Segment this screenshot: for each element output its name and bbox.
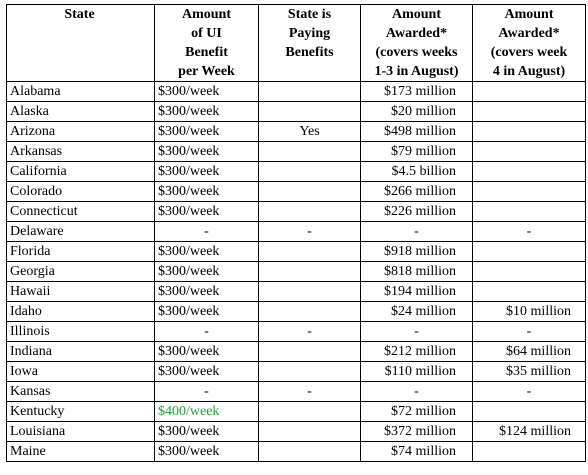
cell-state: Louisiana	[7, 422, 155, 442]
cell-award-weeks-1-3: -	[361, 222, 473, 242]
cell-award-weeks-1-3: $498 million	[361, 122, 473, 142]
header-line: State is	[287, 7, 332, 22]
cell-benefit: -	[155, 322, 259, 342]
cell-award-weeks-1-3: $918 million	[361, 242, 473, 262]
cell-award-weeks-1-3: $24 million	[361, 302, 473, 322]
cell-award-week-4: $64 million	[473, 342, 586, 362]
cell-benefit: $300/week	[155, 422, 259, 442]
cell-award-weeks-1-3: $212 million	[361, 342, 473, 362]
cell-paying	[259, 102, 361, 122]
table-row	[7, 222, 586, 242]
cell-state: Kentucky	[7, 402, 155, 422]
table-row	[7, 362, 586, 382]
cell-award-weeks-1-3: $266 million	[361, 182, 473, 202]
header-line: Amount	[391, 7, 441, 22]
cell-benefit: $300/week	[155, 442, 259, 462]
cell-state: Hawaii	[7, 282, 155, 302]
cell-paying	[259, 242, 361, 262]
cell-benefit: $300/week	[155, 102, 259, 122]
header-row	[7, 5, 586, 82]
cell-state: California	[7, 162, 155, 182]
cell-award-week-4: $35 million	[473, 362, 586, 382]
cell-state: Connecticut	[7, 202, 155, 222]
cell-paying	[259, 82, 361, 102]
cell-award-week-4	[473, 142, 586, 162]
cell-award-week-4	[473, 102, 586, 122]
cell-award-week-4	[473, 162, 586, 182]
header-line: 4 in August)	[492, 64, 566, 79]
cell-benefit: $300/week	[155, 162, 259, 182]
cell-state: Georgia	[7, 262, 155, 282]
table-row	[7, 242, 586, 262]
cell-award-weeks-1-3: $4.5 billion	[361, 162, 473, 182]
table-row	[7, 102, 586, 122]
header-line: Awarded*	[385, 26, 448, 41]
header-state	[7, 5, 155, 82]
header-line: Awarded*	[498, 26, 560, 41]
cell-award-week-4: -	[473, 322, 586, 342]
cell-award-week-4	[473, 202, 586, 222]
table-row	[7, 442, 586, 462]
table-row	[7, 122, 586, 142]
ui-benefits-table-container	[6, 4, 586, 462]
table-row	[7, 82, 586, 102]
cell-award-weeks-1-3: $72 million	[361, 402, 473, 422]
cell-award-weeks-1-3: $20 million	[361, 102, 473, 122]
cell-paying	[259, 442, 361, 462]
table-row	[7, 322, 586, 342]
cell-paying: Yes	[259, 122, 361, 142]
cell-paying	[259, 422, 361, 442]
cell-state: Illinois	[7, 322, 155, 342]
cell-benefit: -	[155, 382, 259, 402]
cell-benefit: $300/week	[155, 122, 259, 142]
cell-paying: -	[259, 322, 361, 342]
cell-award-week-4	[473, 282, 586, 302]
cell-state: Florida	[7, 242, 155, 262]
cell-benefit: $300/week	[155, 182, 259, 202]
table-row	[7, 402, 586, 422]
cell-paying	[259, 342, 361, 362]
header-award-weeks-1-3	[361, 5, 473, 82]
table-row	[7, 422, 586, 442]
cell-benefit: $300/week	[155, 342, 259, 362]
cell-award-weeks-1-3: $818 million	[361, 262, 473, 282]
header-line: 1-3 in August)	[374, 64, 459, 79]
header-line: (covers week	[490, 45, 568, 60]
cell-award-week-4: $10 million	[473, 302, 586, 322]
cell-benefit: $400/week	[155, 402, 259, 422]
table-row	[7, 382, 586, 402]
cell-paying	[259, 182, 361, 202]
cell-award-weeks-1-3: $194 million	[361, 282, 473, 302]
cell-award-weeks-1-3: $173 million	[361, 82, 473, 102]
header-line: of UI	[191, 26, 222, 41]
header-line: Paying	[288, 26, 331, 41]
table-row	[7, 142, 586, 162]
cell-benefit: $300/week	[155, 262, 259, 282]
cell-state: Idaho	[7, 302, 155, 322]
header-line: Amount	[504, 7, 554, 22]
cell-benefit: $300/week	[155, 282, 259, 302]
cell-award-week-4	[473, 122, 586, 142]
cell-award-week-4	[473, 242, 586, 262]
header-line: per Week	[178, 64, 235, 79]
table-row	[7, 202, 586, 222]
header-line: Amount	[181, 7, 231, 22]
table-row	[7, 302, 586, 322]
header-benefit-per-week	[155, 5, 259, 82]
ui-benefits-table	[6, 4, 586, 462]
cell-award-weeks-1-3: $79 million	[361, 142, 473, 162]
cell-paying: -	[259, 382, 361, 402]
cell-benefit: $300/week	[155, 362, 259, 382]
cell-award-weeks-1-3: -	[361, 382, 473, 402]
cell-award-week-4: -	[473, 382, 586, 402]
cell-state: Maine	[7, 442, 155, 462]
cell-award-week-4	[473, 182, 586, 202]
header-line: (covers weeks	[375, 45, 458, 60]
header-state-paying	[259, 5, 361, 82]
cell-award-week-4	[473, 82, 586, 102]
header-line: Benefit	[185, 45, 228, 60]
cell-award-week-4: -	[473, 222, 586, 242]
cell-award-week-4: $124 million	[473, 422, 586, 442]
cell-benefit: $300/week	[155, 82, 259, 102]
cell-state: Alabama	[7, 82, 155, 102]
cell-state: Indiana	[7, 342, 155, 362]
cell-state: Kansas	[7, 382, 155, 402]
cell-benefit: $300/week	[155, 202, 259, 222]
cell-state: Arkansas	[7, 142, 155, 162]
cell-award-weeks-1-3: -	[361, 322, 473, 342]
table-row	[7, 342, 586, 362]
cell-state: Colorado	[7, 182, 155, 202]
cell-paying	[259, 362, 361, 382]
cell-state: Alaska	[7, 102, 155, 122]
cell-award-week-4	[473, 262, 586, 282]
cell-paying: -	[259, 222, 361, 242]
cell-award-week-4	[473, 402, 586, 422]
cell-state: Arizona	[7, 122, 155, 142]
header-line: Benefits	[285, 45, 334, 60]
cell-paying	[259, 142, 361, 162]
table-row	[7, 182, 586, 202]
cell-state: Delaware	[7, 222, 155, 242]
cell-benefit: $300/week	[155, 302, 259, 322]
cell-paying	[259, 282, 361, 302]
cell-benefit: $300/week	[155, 142, 259, 162]
table-body	[7, 82, 586, 462]
cell-award-weeks-1-3: $110 million	[361, 362, 473, 382]
cell-paying	[259, 302, 361, 322]
cell-paying	[259, 402, 361, 422]
cell-state: Iowa	[7, 362, 155, 382]
cell-award-week-4	[473, 442, 586, 462]
header-line: State	[64, 7, 95, 22]
cell-paying	[259, 202, 361, 222]
table-row	[7, 162, 586, 182]
cell-award-weeks-1-3: $372 million	[361, 422, 473, 442]
cell-benefit: -	[155, 222, 259, 242]
header-award-week-4	[473, 5, 586, 82]
table-row	[7, 282, 586, 302]
table-row	[7, 262, 586, 282]
cell-award-weeks-1-3: $74 million	[361, 442, 473, 462]
cell-award-weeks-1-3: $226 million	[361, 202, 473, 222]
cell-benefit: $300/week	[155, 242, 259, 262]
cell-paying	[259, 262, 361, 282]
cell-paying	[259, 162, 361, 182]
